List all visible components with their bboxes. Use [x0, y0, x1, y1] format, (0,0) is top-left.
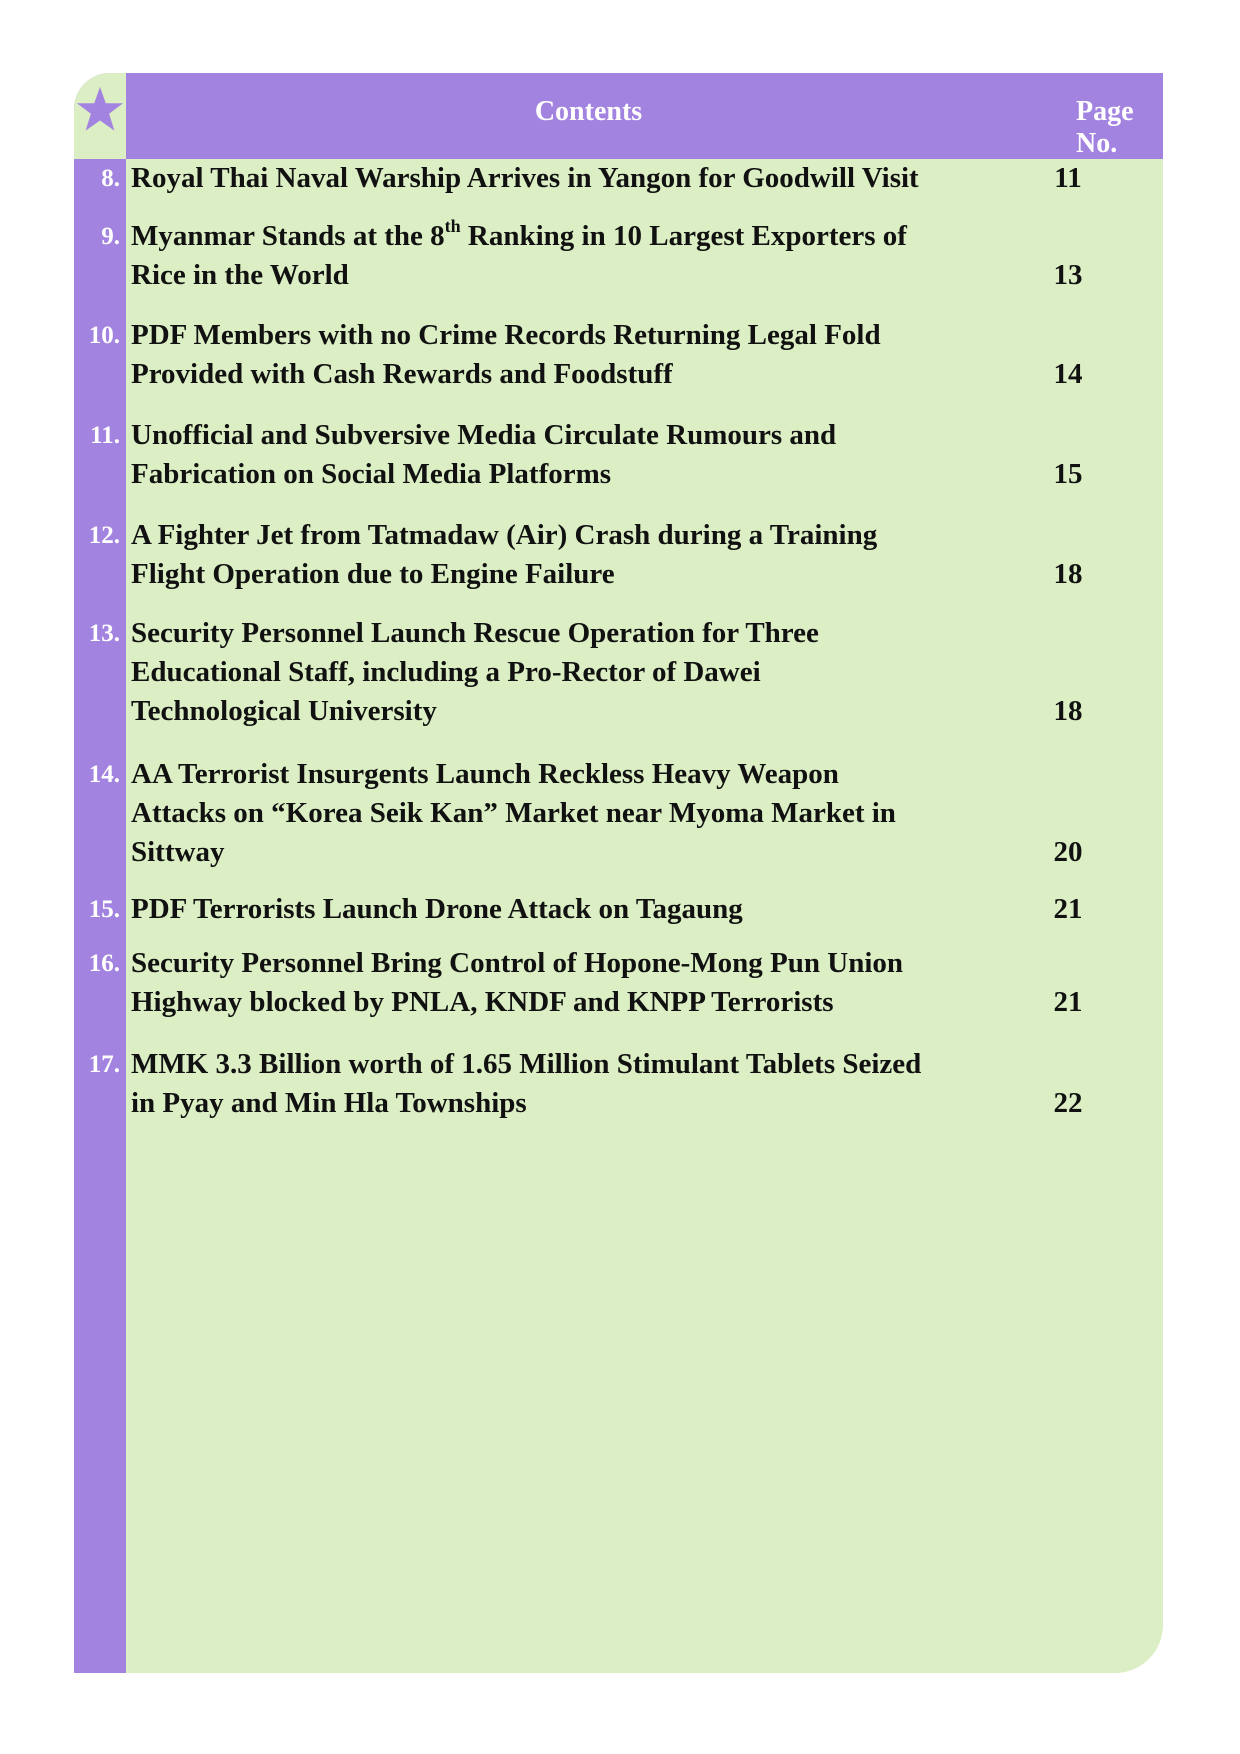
entry-title-line: MMK 3.3 Billion worth of 1.65 Million Stimulant Tablets Seized	[131, 1048, 922, 1080]
entry-number: 17.	[88, 1051, 120, 1078]
entry-title-line	[131, 217, 991, 256]
entry-number: 10.	[88, 322, 120, 349]
entry-title-line: Rice in the World	[131, 259, 349, 291]
entry-title-line: Highway blocked by PNLA, KNDF and KNPP Terrorists	[131, 986, 834, 1018]
contents-header	[126, 73, 1163, 159]
entry-number: 11.	[90, 422, 120, 449]
entry-title-line: Security Personnel Launch Rescue Operation for Three	[131, 617, 819, 649]
contents-panel	[74, 73, 1163, 1673]
page-no-heading: Page No.	[1076, 96, 1134, 159]
entry-title-line: PDF Terrorists Launch Drone Attack on Tagaung	[131, 893, 743, 925]
entry-page: 21	[1053, 986, 1083, 1018]
entry-page: 18	[1053, 558, 1083, 590]
entry-title-line: Technological University	[131, 695, 437, 727]
entry-title-line: in Pyay and Min Hla Townships	[131, 1087, 527, 1119]
entry-title-part: Ranking in 10 Largest Exporters of	[460, 220, 907, 252]
entry-page: 13	[1053, 259, 1083, 291]
entry-number: 13.	[88, 620, 120, 647]
entry-number: 12.	[88, 522, 120, 549]
contents-heading: Contents	[534, 96, 643, 127]
star-icon	[76, 81, 124, 137]
entry-number: 8.	[101, 165, 120, 192]
entry-number: 15.	[88, 896, 120, 923]
entry-page: 15	[1053, 458, 1083, 490]
entry-title-line: Educational Staff, including a Pro-Rector of Dawei	[131, 656, 761, 688]
entry-title-line: A Fighter Jet from Tatmadaw (Air) Crash during a Training	[131, 519, 878, 551]
entry-number: 14.	[88, 761, 120, 788]
entry-title-line: Sittway	[131, 836, 225, 868]
ordinal-suffix: th	[444, 216, 461, 237]
entry-page: 11	[1054, 162, 1082, 194]
corner-box	[74, 73, 126, 159]
entry-title-line: PDF Members with no Crime Records Returning Legal Fold	[131, 319, 881, 351]
entry-page: 20	[1053, 836, 1083, 868]
entry-title-line: Fabrication on Social Media Platforms	[131, 458, 612, 490]
entry-title-line: AA Terrorist Insurgents Launch Reckless Heavy Weapon	[131, 758, 839, 790]
entry-number: 9.	[101, 223, 120, 250]
entry-title-line: Royal Thai Naval Warship Arrives in Yangon for Goodwill Visit	[131, 162, 919, 194]
entry-title-part: Myanmar Stands at the 8	[131, 220, 445, 252]
entry-title-line: Security Personnel Bring Control of Hopone-Mong Pun Union	[131, 947, 904, 979]
entry-page: 14	[1053, 358, 1083, 390]
entry-title-line: Flight Operation due to Engine Failure	[131, 558, 615, 590]
entry-page: 21	[1053, 893, 1083, 925]
entry-title-line: Unofficial and Subversive Media Circulate Rumours and	[131, 419, 837, 451]
entry-page: 22	[1053, 1087, 1083, 1119]
left-band	[74, 73, 126, 1673]
entry-page: 18	[1053, 695, 1083, 727]
entry-number: 16.	[88, 950, 120, 977]
entry-title-line: Attacks on “Korea Seik Kan” Market near Myoma Market in	[131, 797, 896, 829]
entry-title-line: Provided with Cash Rewards and Foodstuff	[131, 358, 673, 390]
